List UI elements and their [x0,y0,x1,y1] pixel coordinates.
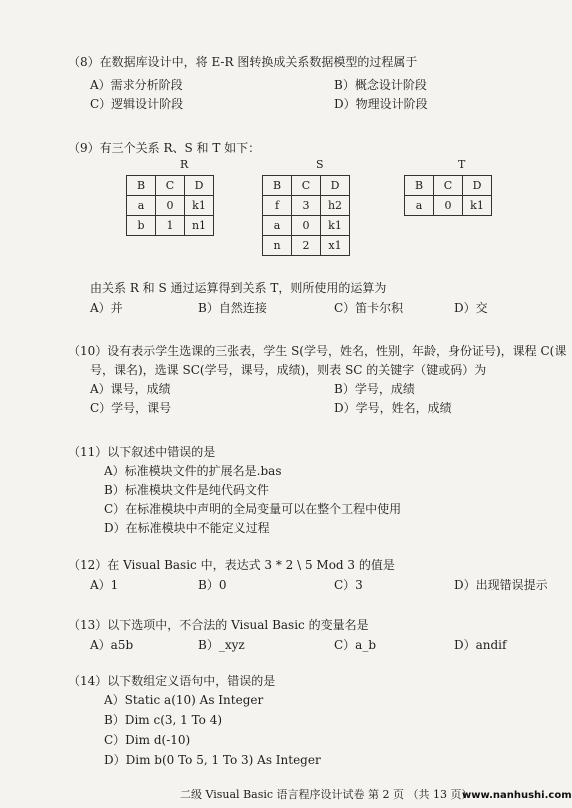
question-10-stem-line1: （10）设有表示学生选课的三张表，学生 S(学号，姓名，性别，年龄，身份证号)，课程 C(课 [68,344,567,358]
q14-option-c: C）Dim d(-10) [104,733,191,747]
relation-r-table: B C D a 0 k1 b 1 n1 [126,175,214,236]
q13-option-a: A）a5b [90,638,134,652]
question-13-stem: （13）以下选项中，不合法的 Visual Basic 的变量名是 [68,618,369,632]
q12-option-d: D）出现错误提示 [454,578,548,592]
q9-option-c: C）笛卡尔积 [334,301,404,315]
q10-option-a: A）课号，成绩 [90,382,171,396]
question-14-stem: （14）以下数组定义语句中，错误的是 [68,674,276,688]
question-10-stem-line2: 号，课名)，选课 SC(学号，课号，成绩)，则表 SC 的关键字（键或码）为 [90,363,487,377]
q8-option-a: A）需求分析阶段 [90,78,183,92]
relation-r-title: R [180,158,189,171]
page-footer: 二级 Visual Basic 语言程序设计试卷 第 2 页 （共 13 页） [180,788,473,801]
q13-option-c: C）a_b [334,638,377,652]
relation-t-table: B C D a 0 k1 [404,175,492,216]
question-11-stem: （11）以下叙述中错误的是 [68,445,216,459]
watermark-site: www.nanhushi.com [462,790,572,801]
q8-option-d: D）物理设计阶段 [334,97,428,111]
q9-option-b: B）自然连接 [198,301,267,315]
q11-option-d: D）在标准模块中不能定义过程 [104,521,270,535]
q14-option-b: B）Dim c(3, 1 To 4) [104,713,223,727]
q13-option-d: D）andif [454,638,507,652]
q9-option-d: D）交 [454,301,488,315]
relation-t-title: T [458,158,466,171]
q12-option-c: C）3 [334,578,363,592]
q10-option-c: C）学号，课号 [90,401,172,415]
q9-option-a: A）并 [90,301,123,315]
q12-option-b: B）0 [198,578,227,592]
q14-option-a: A）Static a(10) As Integer [104,693,264,707]
q8-option-c: C）逻辑设计阶段 [90,97,184,111]
q11-option-c: C）在标准模块中声明的全局变量可以在整个工程中使用 [104,502,402,516]
question-9-text: 由关系 R 和 S 通过运算得到关系 T，则所使用的运算为 [90,281,387,295]
relation-s-title: S [316,158,324,171]
q11-option-b: B）标准模块文件是纯代码文件 [104,483,269,497]
q10-option-b: B）学号，成绩 [334,382,415,396]
q11-option-a: A）标准模块文件的扩展名是.bas [104,464,282,478]
q10-option-d: D）学号，姓名，成绩 [334,401,452,415]
q12-option-a: A）1 [90,578,119,592]
q8-option-b: B）概念设计阶段 [334,78,427,92]
question-8-stem: （8）在数据库设计中，将 E-R 图转换成关系数据模型的过程属于 [68,55,418,69]
question-12-stem: （12）在 Visual Basic 中，表达式 3 * 2 \ 5 Mod 3 的值是 [68,558,395,572]
q14-option-d: D）Dim b(0 To 5, 1 To 3) As Integer [104,753,321,767]
q13-option-b: B）_xyz [198,638,245,652]
relation-s-table: B C D f 3 h2 a 0 k1 n 2 x1 [262,175,350,256]
question-9-stem: （9）有三个关系 R、S 和 T 如下： [68,141,261,155]
